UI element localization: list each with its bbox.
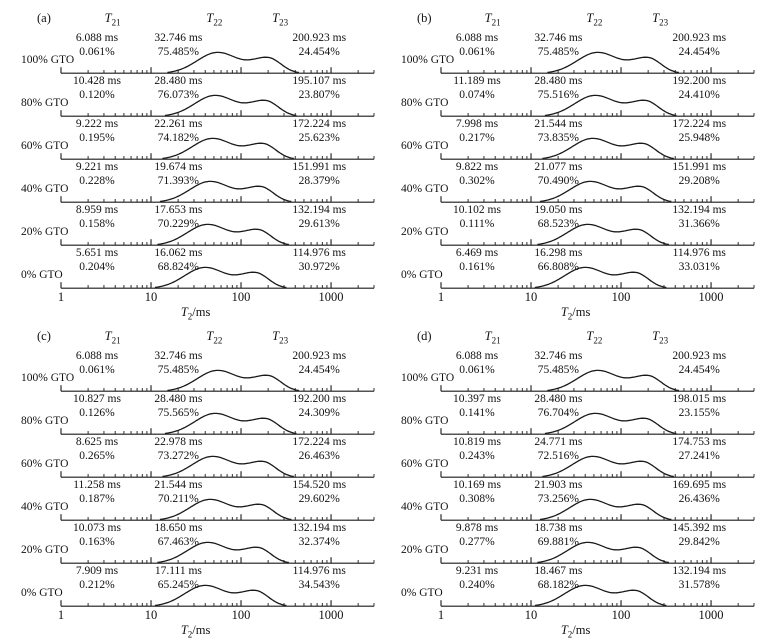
- t21-time-value: 10.819 ms: [453, 436, 501, 448]
- t21-time-value: 7.909 ms: [75, 565, 119, 577]
- t22-time-value: 28.480 ms: [154, 393, 203, 405]
- distribution-row-60-gto: [389, 118, 767, 161]
- t23-amplitude-value: 25.948%: [678, 132, 720, 144]
- t21-amplitude-value: 0.277%: [459, 536, 495, 548]
- x-axis-unit: /ms: [572, 623, 591, 637]
- distribution-row-0-gto: [9, 247, 387, 290]
- sample-label: 20% GTO: [21, 544, 69, 556]
- t23-amplitude-value: 26.436%: [678, 493, 720, 505]
- t22-amplitude-value: 75.485%: [157, 364, 199, 376]
- t23-amplitude-value: 24.454%: [298, 364, 340, 376]
- t23-time-value: 151.991 ms: [292, 161, 347, 173]
- t21-amplitude-value: 0.240%: [459, 579, 495, 591]
- x-tick-label: 10: [524, 290, 538, 304]
- x-tick-label: 1000: [698, 290, 724, 304]
- distribution-row-40-gto: [389, 479, 767, 522]
- t21-time-value: 7.998 ms: [455, 118, 499, 130]
- t23-time-value: 200.923 ms: [292, 32, 347, 44]
- x-axis-unit: /ms: [192, 305, 211, 319]
- t23-amplitude-value: 29.602%: [298, 493, 340, 505]
- x-axis-subscript: 2: [567, 629, 573, 640]
- t22-time-value: 18.738 ms: [534, 522, 583, 534]
- column-header-t22: [586, 11, 602, 28]
- t23-amplitude-value: 33.031%: [678, 261, 720, 273]
- panel-a: [9, 8, 387, 322]
- distribution-row-60-gto: [389, 436, 767, 479]
- panel-c: [9, 326, 387, 640]
- header-subscript: 23: [279, 17, 289, 28]
- t22-amplitude-value: 72.516%: [537, 450, 579, 462]
- header-symbol: T: [272, 329, 280, 343]
- t23-amplitude-value: 28.379%: [298, 175, 340, 187]
- t23-amplitude-value: 29.842%: [678, 536, 720, 548]
- t21-amplitude-value: 0.204%: [79, 261, 115, 273]
- sample-label: 60% GTO: [21, 458, 69, 470]
- t22-time-value: 18.467 ms: [534, 565, 583, 577]
- t22-time-value: 16.062 ms: [154, 247, 203, 259]
- distribution-row-100-gto: [389, 32, 767, 75]
- t23-amplitude-value: 34.543%: [298, 579, 340, 591]
- column-header-t22: [206, 329, 222, 346]
- sample-label: 100% GTO: [401, 54, 455, 66]
- t22-time-value: 32.746 ms: [154, 350, 203, 362]
- t21-time-value: 6.088 ms: [75, 350, 119, 362]
- t23-time-value: 172.224 ms: [672, 118, 727, 130]
- t23-time-value: 200.923 ms: [672, 32, 727, 44]
- header-subscript: 22: [593, 17, 603, 28]
- header-symbol: T: [104, 11, 112, 25]
- x-axis-label: [561, 623, 591, 640]
- t21-time-value: 6.088 ms: [75, 32, 119, 44]
- t21-time-value: 9.878 ms: [455, 522, 499, 534]
- header-symbol: T: [104, 329, 112, 343]
- t22-amplitude-value: 70.229%: [157, 218, 199, 230]
- t22-time-value: 28.480 ms: [534, 75, 583, 87]
- t21-time-value: 5.651 ms: [75, 247, 119, 259]
- header-symbol: T: [206, 11, 214, 25]
- t21-time-value: 10.827 ms: [73, 393, 121, 405]
- t21-amplitude-value: 0.265%: [79, 450, 115, 462]
- t21-amplitude-value: 0.243%: [459, 450, 495, 462]
- x-axis-subscript: 2: [187, 311, 193, 322]
- panel-b: [389, 8, 767, 322]
- header-subscript: 22: [213, 335, 223, 346]
- sample-label: 40% GTO: [401, 183, 449, 195]
- distribution-row-80-gto: [389, 75, 767, 118]
- t23-amplitude-value: 24.454%: [678, 364, 720, 376]
- t22-time-value: 21.544 ms: [534, 118, 583, 130]
- header-subscript: 21: [491, 335, 501, 346]
- column-header-t23: [652, 11, 668, 28]
- x-axis-subscript: 2: [187, 629, 193, 640]
- t21-time-value: 6.469 ms: [455, 247, 499, 259]
- t21-time-value: 8.959 ms: [75, 204, 119, 216]
- sample-label: 80% GTO: [401, 97, 449, 109]
- t23-time-value: 114.976 ms: [292, 565, 346, 577]
- x-axis-unit: /ms: [192, 623, 211, 637]
- sample-label: 0% GTO: [401, 269, 443, 281]
- sample-label: 0% GTO: [21, 269, 63, 281]
- t21-amplitude-value: 0.126%: [79, 407, 115, 419]
- distribution-row-40-gto: [9, 479, 387, 522]
- header-subscript: 21: [111, 17, 121, 28]
- distribution-row-100-gto: [9, 350, 387, 393]
- t23-amplitude-value: 24.454%: [678, 46, 720, 58]
- t22-time-value: 32.746 ms: [534, 350, 583, 362]
- header-subscript: 21: [491, 17, 501, 28]
- t23-amplitude-value: 30.972%: [298, 261, 340, 273]
- t22-amplitude-value: 70.490%: [537, 175, 579, 187]
- x-tick-label: 1: [437, 608, 445, 622]
- sample-label: 20% GTO: [21, 226, 69, 238]
- x-tick-label: 1: [57, 608, 65, 622]
- header-symbol: T: [652, 329, 660, 343]
- x-axis-symbol: T: [180, 305, 188, 319]
- x-axis-subscript: 2: [567, 311, 573, 322]
- x-tick-label: 100: [231, 608, 251, 622]
- header-subscript: 23: [279, 335, 289, 346]
- t23-amplitude-value: 23.155%: [678, 407, 720, 419]
- header-subscript: 23: [659, 335, 669, 346]
- t21-amplitude-value: 0.061%: [459, 364, 495, 376]
- column-header-t22: [586, 329, 602, 346]
- t22-time-value: 17.653 ms: [154, 204, 203, 216]
- t22-amplitude-value: 75.485%: [537, 364, 579, 376]
- t22-amplitude-value: 74.182%: [157, 132, 199, 144]
- header-subscript: 21: [111, 335, 121, 346]
- t23-time-value: 132.194 ms: [292, 204, 347, 216]
- sample-label: 40% GTO: [21, 501, 69, 513]
- t21-time-value: 6.088 ms: [455, 32, 499, 44]
- t23-amplitude-value: 25.623%: [298, 132, 340, 144]
- distribution-row-80-gto: [389, 393, 767, 436]
- x-tick-label: 10: [144, 290, 158, 304]
- sample-label: 20% GTO: [401, 226, 449, 238]
- header-symbol: T: [586, 11, 594, 25]
- column-header-t22: [206, 11, 222, 28]
- t22-time-value: 28.480 ms: [534, 393, 583, 405]
- t23-time-value: 174.753 ms: [672, 436, 727, 448]
- t22-time-value: 21.544 ms: [154, 479, 203, 491]
- sample-label: 100% GTO: [21, 372, 75, 384]
- x-tick-label: 1: [57, 290, 65, 304]
- x-tick-label: 100: [611, 290, 631, 304]
- header-symbol: T: [484, 329, 492, 343]
- t22-time-value: 21.077 ms: [534, 161, 583, 173]
- t22-amplitude-value: 73.835%: [537, 132, 579, 144]
- t21-amplitude-value: 0.195%: [79, 132, 115, 144]
- t21-amplitude-value: 0.061%: [459, 46, 495, 58]
- x-axis-label: [561, 305, 591, 322]
- t21-time-value: 10.169 ms: [453, 479, 501, 491]
- distribution-row-20-gto: [9, 522, 387, 565]
- t22-time-value: 19.674 ms: [154, 161, 203, 173]
- t22-amplitude-value: 76.073%: [157, 89, 199, 101]
- panel-d: [389, 326, 767, 640]
- t23-amplitude-value: 32.374%: [298, 536, 340, 548]
- t23-time-value: 132.194 ms: [672, 204, 727, 216]
- x-axis-symbol: T: [180, 623, 188, 637]
- t21-amplitude-value: 0.061%: [79, 46, 115, 58]
- t23-amplitude-value: 23.807%: [298, 89, 340, 101]
- t22-amplitude-value: 66.808%: [537, 261, 579, 273]
- t21-amplitude-value: 0.187%: [79, 493, 115, 505]
- distribution-row-100-gto: [9, 32, 387, 75]
- panel-letter: (a): [37, 11, 51, 25]
- x-tick-label: 1000: [698, 608, 724, 622]
- header-symbol: T: [652, 11, 660, 25]
- t22-time-value: 28.480 ms: [154, 75, 203, 87]
- t23-amplitude-value: 24.454%: [298, 46, 340, 58]
- sample-label: 80% GTO: [21, 415, 69, 427]
- t23-amplitude-value: 31.366%: [678, 218, 720, 230]
- sample-label: 40% GTO: [21, 183, 69, 195]
- t21-time-value: 10.102 ms: [453, 204, 501, 216]
- distribution-row-0-gto: [389, 247, 767, 290]
- distribution-row-20-gto: [389, 204, 767, 247]
- t23-time-value: 132.194 ms: [672, 565, 727, 577]
- t22-time-value: 24.771 ms: [534, 436, 583, 448]
- t22-time-value: 22.978 ms: [154, 436, 203, 448]
- sample-label: 80% GTO: [21, 97, 69, 109]
- t23-amplitude-value: 29.208%: [678, 175, 720, 187]
- t23-time-value: 172.224 ms: [292, 118, 347, 130]
- t23-time-value: 169.695 ms: [672, 479, 727, 491]
- x-axis-label: [181, 623, 211, 640]
- t23-time-value: 172.224 ms: [292, 436, 347, 448]
- t23-time-value: 192.200 ms: [292, 393, 347, 405]
- t21-time-value: 6.088 ms: [455, 350, 499, 362]
- t23-time-value: 145.392 ms: [672, 522, 727, 534]
- t22-amplitude-value: 73.256%: [537, 493, 579, 505]
- sample-label: 60% GTO: [401, 458, 449, 470]
- t23-time-value: 198.015 ms: [672, 393, 727, 405]
- sample-label: 60% GTO: [21, 140, 69, 152]
- t21-amplitude-value: 0.074%: [459, 89, 495, 101]
- t22-amplitude-value: 73.272%: [157, 450, 199, 462]
- t23-amplitude-value: 24.410%: [678, 89, 720, 101]
- t22-amplitude-value: 75.485%: [157, 46, 199, 58]
- x-tick-label: 1: [437, 290, 445, 304]
- t23-time-value: 200.923 ms: [292, 350, 347, 362]
- t23-time-value: 151.991 ms: [672, 161, 727, 173]
- t21-amplitude-value: 0.061%: [79, 364, 115, 376]
- sample-label: 40% GTO: [401, 501, 449, 513]
- x-axis-unit: /ms: [572, 305, 591, 319]
- distribution-row-40-gto: [389, 161, 767, 204]
- t23-amplitude-value: 31.578%: [678, 579, 720, 591]
- panel-letter: (b): [417, 11, 432, 25]
- distribution-row-100-gto: [389, 350, 767, 393]
- header-subscript: 22: [213, 17, 223, 28]
- t23-amplitude-value: 24.309%: [298, 407, 340, 419]
- t22-time-value: 32.746 ms: [154, 32, 203, 44]
- header-subscript: 23: [659, 17, 669, 28]
- panel-letter: (d): [417, 329, 432, 343]
- t21-time-value: 8.625 ms: [75, 436, 119, 448]
- t22-amplitude-value: 71.393%: [157, 175, 199, 187]
- sample-label: 0% GTO: [401, 587, 443, 599]
- distribution-row-80-gto: [9, 75, 387, 118]
- t22-time-value: 17.111 ms: [154, 565, 202, 577]
- column-header-t23: [272, 11, 288, 28]
- header-symbol: T: [484, 11, 492, 25]
- distribution-row-0-gto: [389, 565, 767, 608]
- column-header-t21: [105, 11, 121, 28]
- t21-amplitude-value: 0.141%: [459, 407, 495, 419]
- x-tick-label: 100: [611, 608, 631, 622]
- distribution-row-60-gto: [9, 118, 387, 161]
- t23-amplitude-value: 29.613%: [298, 218, 340, 230]
- t21-time-value: 9.822 ms: [455, 161, 499, 173]
- t22-time-value: 32.746 ms: [534, 32, 583, 44]
- x-tick-label: 1000: [318, 608, 344, 622]
- t22-time-value: 18.650 ms: [154, 522, 203, 534]
- distribution-row-20-gto: [389, 522, 767, 565]
- header-subscript: 22: [593, 335, 603, 346]
- column-header-t21: [105, 329, 121, 346]
- panel-letter: (c): [37, 329, 51, 343]
- distribution-row-40-gto: [9, 161, 387, 204]
- t23-time-value: 114.976 ms: [292, 247, 346, 259]
- t22-amplitude-value: 75.565%: [157, 407, 199, 419]
- header-symbol: T: [272, 11, 280, 25]
- distribution-row-80-gto: [9, 393, 387, 436]
- t22-time-value: 19.050 ms: [534, 204, 583, 216]
- header-symbol: T: [206, 329, 214, 343]
- t21-time-value: 9.231 ms: [455, 565, 499, 577]
- t23-time-value: 192.200 ms: [672, 75, 727, 87]
- t23-time-value: 154.520 ms: [292, 479, 347, 491]
- t22-amplitude-value: 65.245%: [157, 579, 199, 591]
- t21-time-value: 10.073 ms: [73, 522, 121, 534]
- column-header-t21: [485, 11, 501, 28]
- t21-amplitude-value: 0.228%: [79, 175, 115, 187]
- t23-time-value: 200.923 ms: [672, 350, 727, 362]
- distribution-row-20-gto: [9, 204, 387, 247]
- t21-amplitude-value: 0.161%: [459, 261, 495, 273]
- t22-amplitude-value: 68.182%: [537, 579, 579, 591]
- t21-amplitude-value: 0.158%: [79, 218, 115, 230]
- t21-time-value: 9.221 ms: [75, 161, 119, 173]
- x-axis-symbol: T: [560, 623, 568, 637]
- t22-time-value: 22.261 ms: [154, 118, 203, 130]
- sample-label: 100% GTO: [21, 54, 75, 66]
- column-header-t23: [272, 329, 288, 346]
- x-tick-label: 10: [144, 608, 158, 622]
- t21-time-value: 11.189 ms: [453, 75, 501, 87]
- x-tick-label: 1000: [318, 290, 344, 304]
- sample-label: 0% GTO: [21, 587, 63, 599]
- x-tick-label: 10: [524, 608, 538, 622]
- t22-amplitude-value: 75.516%: [537, 89, 579, 101]
- t22-amplitude-value: 70.211%: [157, 493, 199, 505]
- t21-time-value: 9.222 ms: [75, 118, 119, 130]
- t21-time-value: 10.397 ms: [453, 393, 501, 405]
- sample-label: 60% GTO: [401, 140, 449, 152]
- column-header-t21: [485, 329, 501, 346]
- sample-label: 80% GTO: [401, 415, 449, 427]
- t21-time-value: 10.428 ms: [73, 75, 121, 87]
- t21-amplitude-value: 0.120%: [79, 89, 115, 101]
- x-tick-label: 100: [231, 290, 251, 304]
- t22-amplitude-value: 67.463%: [157, 536, 199, 548]
- t22-amplitude-value: 75.485%: [537, 46, 579, 58]
- t22-time-value: 16.298 ms: [534, 247, 583, 259]
- t23-amplitude-value: 26.463%: [298, 450, 340, 462]
- t23-amplitude-value: 27.241%: [678, 450, 720, 462]
- t22-time-value: 21.903 ms: [534, 479, 583, 491]
- t23-time-value: 114.976 ms: [672, 247, 726, 259]
- t21-amplitude-value: 0.302%: [459, 175, 495, 187]
- x-axis-label: [181, 305, 211, 322]
- t21-amplitude-value: 0.163%: [79, 536, 115, 548]
- t22-amplitude-value: 76.704%: [537, 407, 579, 419]
- distribution-row-60-gto: [9, 436, 387, 479]
- t21-amplitude-value: 0.308%: [459, 493, 495, 505]
- sample-label: 100% GTO: [401, 372, 455, 384]
- t23-time-value: 195.107 ms: [292, 75, 347, 87]
- t21-amplitude-value: 0.111%: [459, 218, 495, 230]
- t21-amplitude-value: 0.212%: [79, 579, 115, 591]
- distribution-row-0-gto: [9, 565, 387, 608]
- t21-time-value: 11.258 ms: [73, 479, 121, 491]
- column-header-t23: [652, 329, 668, 346]
- t23-time-value: 132.194 ms: [292, 522, 347, 534]
- x-axis-symbol: T: [560, 305, 568, 319]
- sample-label: 20% GTO: [401, 544, 449, 556]
- t21-amplitude-value: 0.217%: [459, 132, 495, 144]
- header-symbol: T: [586, 329, 594, 343]
- t22-amplitude-value: 68.824%: [157, 261, 199, 273]
- t22-amplitude-value: 69.881%: [537, 536, 579, 548]
- t22-amplitude-value: 68.523%: [537, 218, 579, 230]
